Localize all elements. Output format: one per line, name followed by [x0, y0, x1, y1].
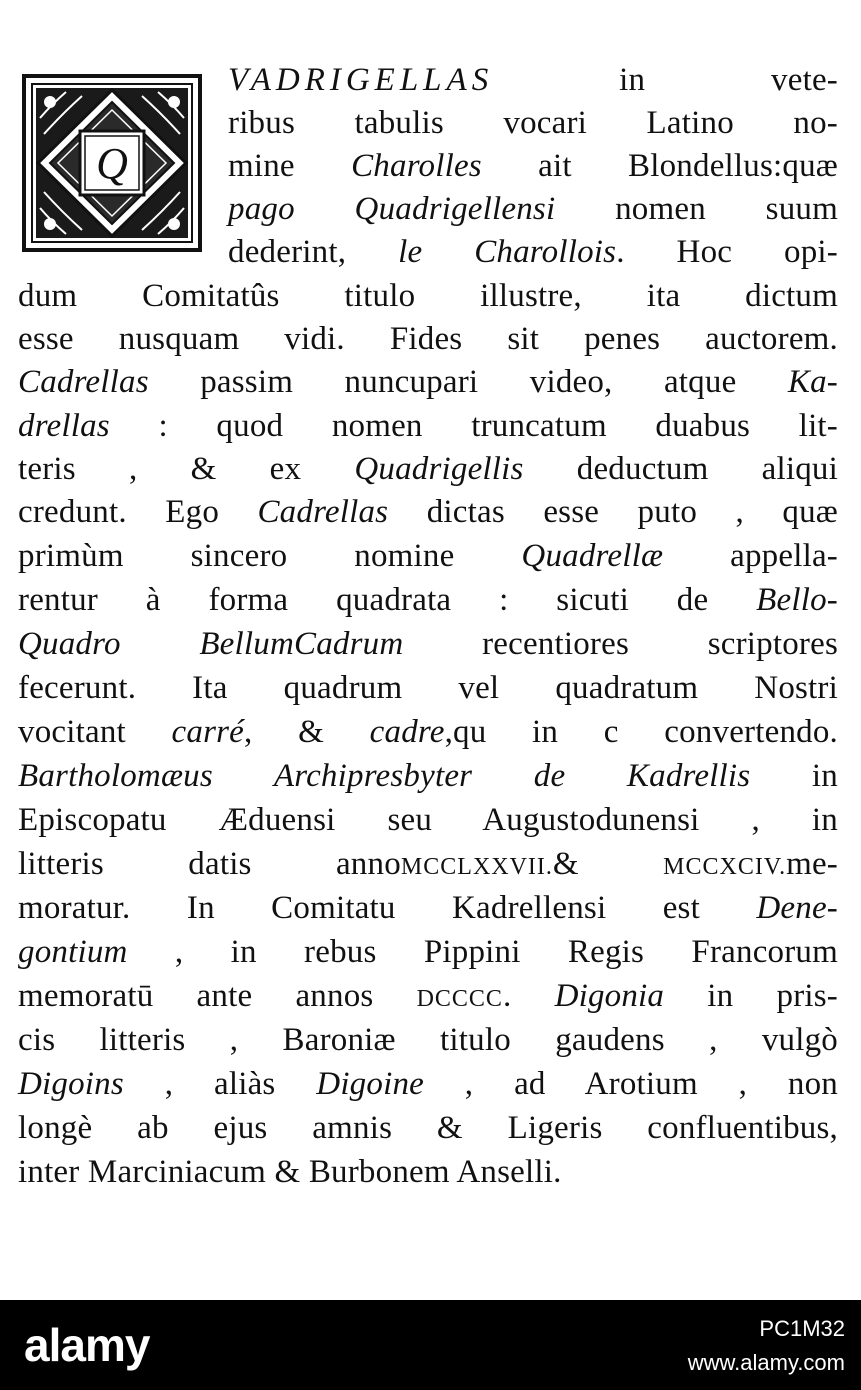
text-line-1: [228, 60, 838, 100]
text-line-15: [18, 668, 838, 708]
text-line-18: [18, 800, 838, 840]
text-span: dum Comitatûs titulo illustre, ita dictum: [18, 278, 838, 314]
decorated-initial: [22, 74, 202, 252]
text-span: credunt. Ego: [18, 494, 258, 530]
italic-span: Quadrigellis: [354, 451, 524, 487]
text-span: Episcopatu Æduensi seu Augustodunensi , in: [18, 802, 838, 838]
site-url: www.alamy.com: [687, 1350, 845, 1375]
text-line-16: [18, 712, 838, 752]
text-span: recentiores scriptores: [403, 626, 838, 662]
text-line-6: [18, 276, 838, 316]
text-span: vocitant: [18, 714, 172, 750]
text-line-21: [18, 932, 838, 972]
text-span: .: [502, 978, 555, 1014]
italic-span: pago Quadrigellensi: [228, 191, 556, 227]
text-span: teris , & ex: [18, 451, 355, 487]
text-span: in: [750, 758, 838, 794]
text-span: passim nuncupari video, atque: [148, 364, 788, 400]
text-span: . Hoc opi-: [616, 234, 838, 270]
text-line-12: [18, 536, 838, 576]
roman-numeral: MCCXCIV.: [663, 854, 787, 880]
text-span: fecerunt. Ita quadrum vel quadratum Nostri: [18, 670, 838, 706]
text-span: in pris-: [664, 978, 838, 1014]
text-span: &: [552, 846, 664, 882]
text-span: , &: [244, 714, 370, 750]
heading-word: VADRIGELLAS: [228, 62, 494, 98]
text-line-8: [18, 362, 838, 402]
image-id: PC1M32: [759, 1316, 845, 1341]
text-line-5: [228, 232, 838, 272]
text-span: deductum aliqui: [523, 451, 839, 487]
text-span: ,qu in c convertendo.: [444, 714, 838, 750]
italic-span: Cadrellas: [18, 364, 149, 400]
roman-numeral: DCCCC: [416, 986, 503, 1012]
text-span: : quod nomen truncatum duabus lit-: [109, 408, 838, 444]
text-line-2: [228, 103, 838, 143]
text-line-14: [18, 624, 838, 664]
text-span: me-: [786, 846, 838, 882]
watermark-footer: [0, 1300, 861, 1390]
text-span: dederint,: [228, 234, 399, 270]
text-line-25: [18, 1108, 838, 1148]
text-span: , ad Arotium , non: [424, 1066, 838, 1102]
italic-span: drellas: [18, 408, 110, 444]
text-line-26: [18, 1152, 562, 1192]
text-span: appella-: [663, 538, 838, 574]
text-span: inter Marciniacum & Burbonem Anselli.: [18, 1154, 562, 1190]
italic-span: Ka-: [787, 364, 838, 400]
text-span: mine: [228, 148, 352, 184]
italic-span: Digoine: [316, 1066, 424, 1102]
text-line-9: [18, 406, 838, 446]
italic-span: Quadrellæ: [521, 538, 664, 574]
text-line-20: [18, 888, 838, 928]
italic-span: Bello-: [756, 582, 838, 618]
ornament-frame-icon: [22, 74, 202, 252]
text-line-24: [18, 1064, 838, 1104]
text-span: cis litteris , Baroniæ titulo gaudens , vulgò: [18, 1022, 838, 1058]
text-span: ribus tabulis vocari Latino no-: [228, 105, 838, 141]
text-span: , aliàs: [123, 1066, 317, 1102]
text-span: nomen suum: [555, 191, 838, 227]
text-span: in vete-: [493, 62, 838, 98]
text-line-23: [18, 1020, 838, 1060]
italic-span: gontium: [18, 934, 128, 970]
text-span: primùm sincero nomine: [18, 538, 522, 574]
text-span: longè ab ejus amnis & Ligeris confluentibus,: [18, 1110, 838, 1146]
text-line-19: [18, 844, 838, 887]
italic-span: carré: [171, 714, 245, 750]
text-span: dictas esse puto , quæ: [388, 494, 838, 530]
text-line-7: [18, 319, 838, 359]
italic-span: Quadro BellumCadrum: [18, 626, 404, 662]
text-span: esse nusquam vidi. Fides sit penes auctorem.: [18, 321, 838, 357]
italic-span: Bartholomæus Archipresbyter de Kadrellis: [18, 758, 751, 794]
text-span: ait Blondellus:quæ: [481, 148, 838, 184]
roman-numeral: MCCLXXVII.: [400, 854, 553, 880]
text-span: litteris datis anno: [18, 846, 401, 882]
text-line-22: [18, 976, 838, 1019]
italic-span: Dene-: [756, 890, 838, 926]
italic-span: Digoins: [18, 1066, 124, 1102]
italic-span: Cadrellas: [257, 494, 389, 530]
italic-span: Charolles: [351, 148, 482, 184]
text-line-10: [18, 449, 838, 489]
italic-span: Digonia: [554, 978, 665, 1014]
text-span: , in rebus Pippini Regis Francorum: [127, 934, 838, 970]
text-span: moratur. In Comitatu Kadrellensi est: [18, 890, 757, 926]
italic-span: cadre: [369, 714, 445, 750]
italic-span: le Charollois: [398, 234, 617, 270]
text-line-13: [18, 580, 838, 620]
alamy-logo: alamy: [24, 1319, 150, 1371]
text-line-4: [228, 189, 838, 229]
text-line-17: [18, 756, 838, 796]
text-span: rentur à forma quadrata : sicuti de: [18, 582, 757, 618]
svg-text:Q: Q: [96, 139, 128, 188]
text-line-3: [228, 146, 838, 186]
text-span: memoratū ante annos: [18, 978, 417, 1014]
text-line-11: [18, 492, 838, 532]
